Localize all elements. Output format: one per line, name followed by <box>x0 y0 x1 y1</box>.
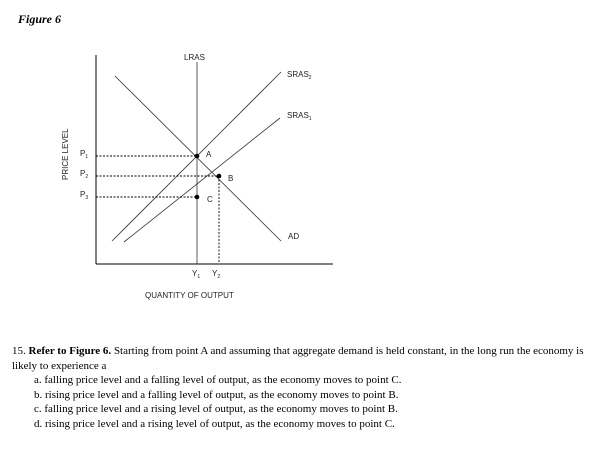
question-stem <box>12 344 602 373</box>
question-number: 15. <box>12 345 26 357</box>
option-b <box>34 388 602 403</box>
figure-title: Figure 6 <box>18 12 62 26</box>
p1-label: $P_1$ <box>80 149 89 160</box>
point-b-label: B <box>228 174 234 183</box>
point-c <box>195 195 200 200</box>
point-a-label: A <box>206 150 212 159</box>
option-letter: c. <box>34 403 42 415</box>
option-text: falling price level and a rising level of output, as the economy moves to point B. <box>44 403 398 415</box>
option-text: rising price level and a rising level of output, as the economy moves to point C. <box>45 417 395 430</box>
p2-label: $P_2$ <box>80 169 89 180</box>
option-text: rising price level and a falling level of output, as the economy moves to point B. <box>45 388 399 401</box>
y-axis-title: PRICE LEVEL <box>61 128 70 180</box>
point-a <box>195 154 200 159</box>
option-a <box>34 373 602 388</box>
option-letter: a. <box>34 374 42 386</box>
x-axis-title: QUANTITY OF OUTPUT <box>145 291 234 300</box>
sras1-label: $SRAS_1$ <box>287 111 312 122</box>
option-c <box>34 402 602 417</box>
point-c-label: C <box>207 195 213 204</box>
ad-curve <box>115 76 281 241</box>
question-text: Starting from point A and assuming that aggregate demand is held constant, in the long run the economy is likely to experience a <box>12 345 584 372</box>
sras1-curve <box>124 118 280 242</box>
answer-options <box>12 373 602 431</box>
ad-label: AD <box>288 232 300 241</box>
question-ref: Refer to Figure 6. <box>28 345 112 357</box>
lras-label: LRAS <box>184 53 205 62</box>
p3-label: $P_3$ <box>80 190 89 201</box>
option-text: falling price level and a falling level of output, as the economy moves to point C. <box>44 374 402 386</box>
option-letter: b. <box>34 388 43 401</box>
option-letter: d. <box>34 417 43 430</box>
question-block <box>12 344 602 431</box>
option-d <box>34 417 602 432</box>
y1-label: $Y_1$ <box>192 269 201 280</box>
sras2-label: $SRAS_2$ <box>287 70 312 81</box>
y2-label: $Y_2$ <box>212 269 221 280</box>
point-b <box>217 174 222 179</box>
